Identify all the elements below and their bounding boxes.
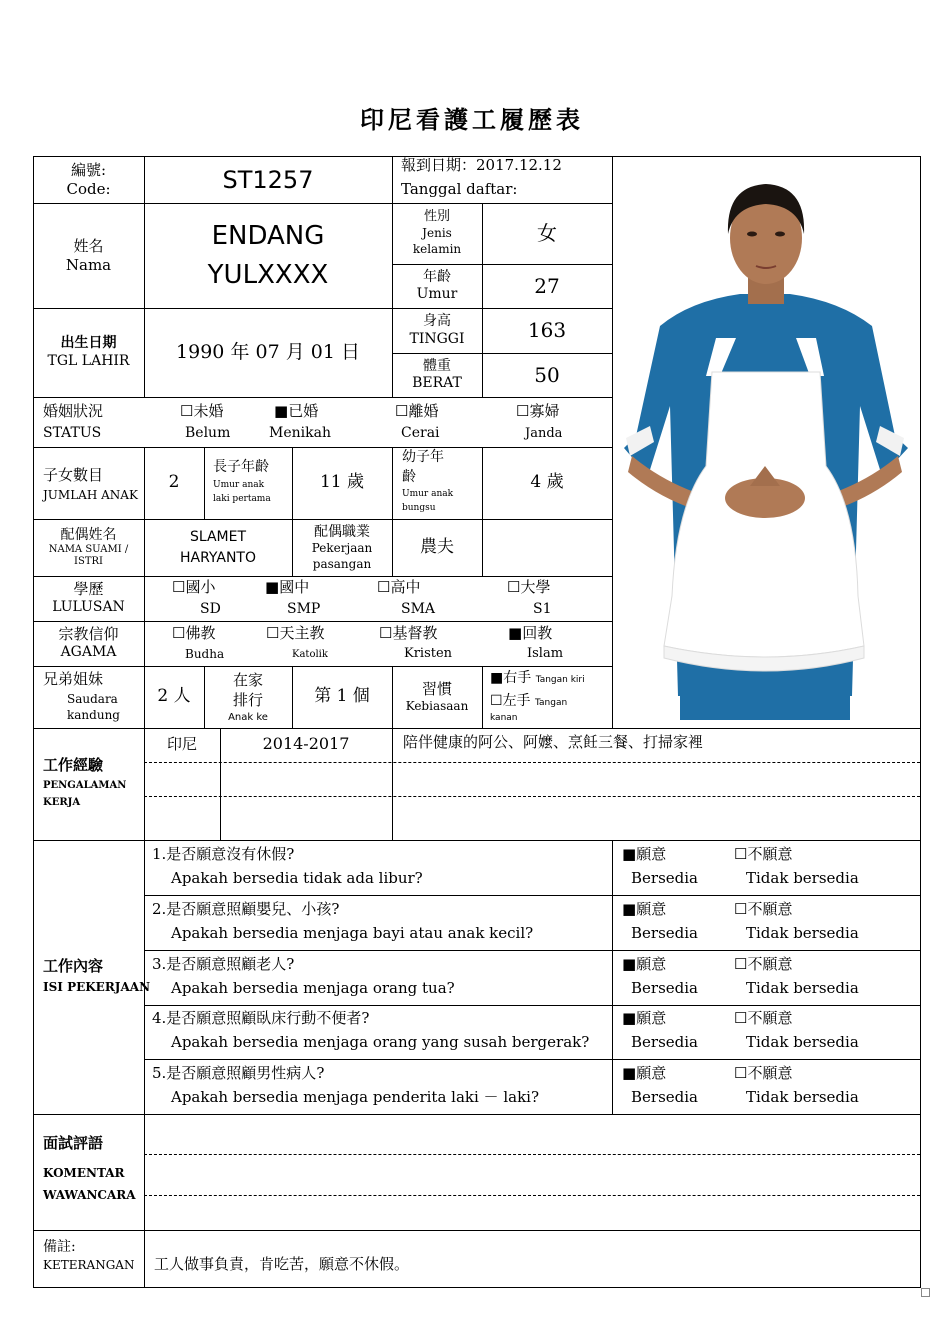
- answer-yes-id: Bersedia: [631, 869, 698, 887]
- height-label: 身高 TINGGI: [409, 313, 465, 347]
- age-label: 年齡 Umur: [416, 268, 458, 302]
- spouse-name: SLAMET HARYANTO: [179, 528, 257, 566]
- answer-yes-id: Bersedia: [631, 924, 698, 942]
- children-label: 子女數目: [43, 466, 104, 484]
- question-id: Apakah bersedia menjaga orang yang susah bergerak?: [171, 1033, 590, 1051]
- weight-label: 體重 BERAT: [412, 357, 462, 391]
- work-experience-label-en2: KERJA: [43, 797, 81, 808]
- interview-label: 面試評語: [43, 1134, 104, 1152]
- marital-option-divorced[interactable]: ☐離婚: [395, 402, 439, 420]
- youngest-age-label-en1: Umur anak: [402, 489, 454, 499]
- marital-option-divorced-en: Cerai: [401, 425, 440, 441]
- education-label: 學歷 LULUSAN: [52, 580, 125, 616]
- marital-option-married-en: Menikah: [269, 425, 331, 441]
- religion-option-islam[interactable]: ■回教: [508, 624, 553, 642]
- weight-value: 50: [534, 362, 560, 387]
- answer-yes[interactable]: ■願意: [622, 1009, 667, 1027]
- work-content-label: 工作內容: [43, 957, 104, 975]
- work-experience-label: 工作經驗: [43, 756, 104, 774]
- marital-label-en: STATUS: [43, 425, 102, 441]
- answer-no[interactable]: ☐不願意: [734, 1064, 793, 1082]
- eldest-age-value: 11 歲: [319, 472, 365, 493]
- answer-no-id: Tidak bersedia: [746, 1088, 859, 1106]
- answer-yes-id: Bersedia: [631, 979, 698, 997]
- gender-value: 女: [537, 221, 557, 245]
- work-experience-duty: 陪伴健康的阿公、阿嬤、烹飪三餐、打掃家裡: [403, 733, 704, 751]
- children-count: 2: [168, 472, 180, 493]
- religion-option-katolik-en: Katolik: [292, 649, 328, 660]
- answer-yes-id: Bersedia: [631, 1033, 698, 1051]
- height-value: 163: [527, 318, 567, 342]
- question-cn: 5.是否願意照顧男性病人?: [152, 1064, 325, 1082]
- family-order-value: 第 1 個: [314, 686, 370, 707]
- answer-no[interactable]: ☐不願意: [734, 1009, 793, 1027]
- question-cn: 4.是否願意照顧臥床行動不便者?: [152, 1009, 370, 1027]
- siblings-count: 2 人: [157, 686, 191, 707]
- interview-label-en1: KOMENTAR: [43, 1166, 125, 1180]
- table-resize-handle[interactable]: [921, 1288, 930, 1297]
- religion-option-budha-en: Budha: [185, 647, 225, 661]
- remarks-label: 備註:: [43, 1239, 76, 1255]
- marital-option-single[interactable]: ☐未婚: [180, 402, 224, 420]
- religion-label: 宗教信仰 AGAMA: [58, 625, 119, 661]
- answer-no-id: Tidak bersedia: [746, 924, 859, 942]
- work-content-label-en: ISI PEKERJAAN: [43, 980, 151, 994]
- religion-option-katolik[interactable]: ☐天主教: [266, 624, 325, 642]
- age-value: 27: [534, 273, 560, 298]
- work-experience-years: 2014-2017: [262, 734, 350, 753]
- answer-no-id: Tidak bersedia: [746, 1033, 859, 1051]
- question-cn: 1.是否願意沒有休假?: [152, 845, 295, 863]
- education-option-s1-en: S1: [533, 601, 552, 617]
- applicant-photo: [620, 176, 910, 720]
- eldest-age-label-en2: laki pertama: [213, 494, 271, 504]
- spouse-label: 配偶姓名 NAMA SUAMI / ISTRI: [48, 527, 129, 567]
- birth-value: 1990 年 07 月 01 日: [176, 340, 360, 363]
- habit-option-right[interactable]: ■右手 Tangan kiri: [490, 670, 585, 686]
- report-date-label-en: Tanggal daftar:: [401, 180, 518, 198]
- question-id: Apakah bersedia tidak ada libur?: [171, 869, 423, 887]
- work-experience-country: 印尼: [166, 734, 197, 753]
- religion-option-islam-en: Islam: [527, 646, 564, 661]
- code-value: ST1257: [222, 165, 314, 194]
- siblings-label: 兄弟姐妹: [43, 670, 104, 688]
- answer-yes[interactable]: ■願意: [622, 845, 667, 863]
- religion-option-budha[interactable]: ☐佛教: [172, 624, 216, 642]
- youngest-age-value: 4 歲: [530, 472, 564, 493]
- question-id: Apakah bersedia menjaga orang tua?: [171, 979, 455, 997]
- eldest-age-label-en1: Umur anak: [213, 480, 265, 490]
- habit-label: 習慣 Kebiasaan: [405, 680, 469, 713]
- page-title: 印尼看護工履歷表: [360, 105, 584, 134]
- spouse-job-value: 農夫: [420, 536, 454, 557]
- religion-option-kristen-en: Kristen: [404, 646, 453, 661]
- interview-label-en2: WAWANCARA: [43, 1188, 136, 1202]
- answer-yes[interactable]: ■願意: [622, 1064, 667, 1082]
- marital-option-widow[interactable]: ☐寡婦: [516, 402, 560, 420]
- question-id: Apakah bersedia menjaga penderita laki － laki?: [171, 1088, 539, 1106]
- youngest-age-label-en2: bungsu: [402, 503, 436, 513]
- remarks-value: 工人做事負責，肯吃苦，願意不休假。: [154, 1255, 410, 1273]
- siblings-label-en2: kandung: [67, 708, 120, 722]
- question-cn: 2.是否願意照顧嬰兒、小孩?: [152, 900, 340, 918]
- birth-label: 出生日期 TGL LAHIR: [47, 335, 130, 369]
- answer-no-id: Tidak bersedia: [746, 869, 859, 887]
- name-value: ENDANG YULXXXX: [207, 220, 329, 290]
- answer-no[interactable]: ☐不願意: [734, 900, 793, 918]
- religion-option-kristen[interactable]: ☐基督教: [379, 624, 438, 642]
- education-option-sma[interactable]: ☐高中: [377, 578, 421, 596]
- remarks-label-en: KETERANGAN: [43, 1258, 135, 1272]
- marital-option-single-en: Belum: [185, 425, 231, 441]
- question-cn: 3.是否願意照顧老人?: [152, 955, 295, 973]
- answer-yes-id: Bersedia: [631, 1088, 698, 1106]
- interview-comment-area[interactable]: [145, 1115, 920, 1230]
- work-experience-label-en1: PENGALAMAN: [43, 780, 127, 791]
- applicant-photo-image: [620, 176, 910, 720]
- habit-option-left-en2: kanan: [490, 713, 518, 723]
- spouse-job-label: 配偶職業 Pekerjaan pasangan: [311, 523, 373, 571]
- habit-option-left[interactable]: ☐左手 Tangan: [490, 693, 568, 709]
- education-option-s1[interactable]: ☐大學: [507, 578, 551, 596]
- marital-option-widow-en: Janda: [525, 426, 563, 441]
- eldest-age-label: 長子年齡: [213, 459, 269, 475]
- family-order-label: 在家 排行 Anak ke: [228, 671, 268, 723]
- siblings-label-en1: Saudara: [67, 692, 118, 706]
- education-option-smp-en: SMP: [287, 601, 321, 617]
- answer-no-id: Tidak bersedia: [746, 979, 859, 997]
- marital-option-married[interactable]: ■已婚: [274, 402, 319, 420]
- name-label: 姓名 Nama: [65, 236, 112, 274]
- answer-no[interactable]: ☐不願意: [734, 845, 793, 863]
- code-label: 編號: Code:: [66, 160, 111, 198]
- report-date-label: 報到日期：2017.12.12: [401, 156, 562, 174]
- question-id: Apakah bersedia menjaga bayi atau anak kecil?: [171, 924, 534, 942]
- youngest-age-label-2: 齡: [402, 469, 416, 485]
- answer-yes[interactable]: ■願意: [622, 900, 667, 918]
- education-option-sd-en: SD: [200, 601, 221, 617]
- answer-yes[interactable]: ■願意: [622, 955, 667, 973]
- education-option-sma-en: SMA: [401, 601, 436, 617]
- education-option-smp[interactable]: ■國中: [265, 578, 310, 596]
- answer-no[interactable]: ☐不願意: [734, 955, 793, 973]
- education-option-sd[interactable]: ☐國小: [172, 578, 216, 596]
- marital-label: 婚姻狀況: [43, 402, 104, 420]
- gender-label: 性別 Jenis kelamin: [412, 209, 462, 256]
- youngest-age-label: 幼子年: [402, 449, 444, 465]
- children-label-en: JUMLAH ANAK: [43, 488, 138, 502]
